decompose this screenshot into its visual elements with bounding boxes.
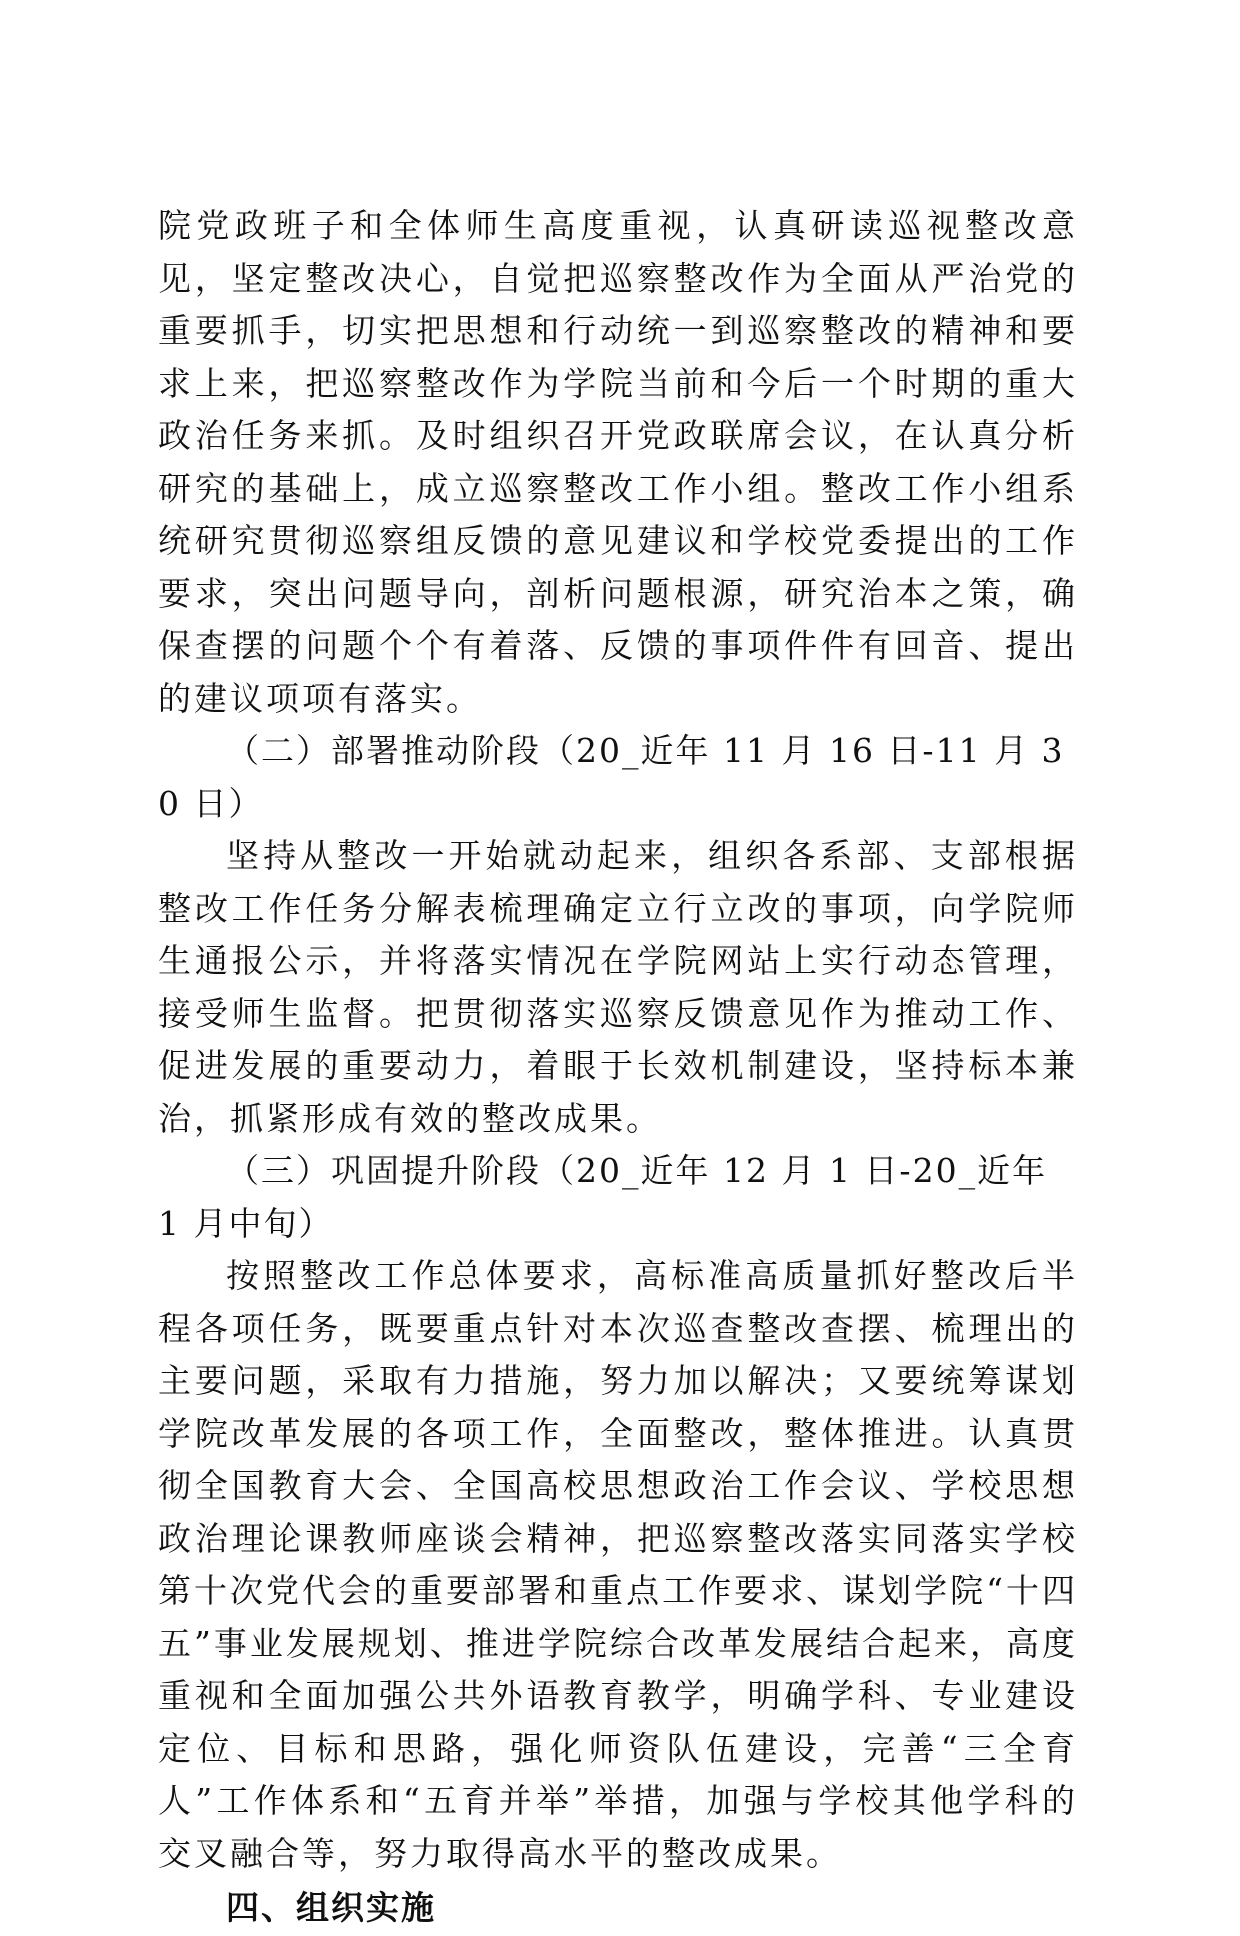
document-body [158, 200, 1078, 1936]
subheading-consolidation-stage: （三）巩固提升阶段（20_近年 12 月 1 日-20_近年 1 月中旬） [158, 1151, 1048, 1243]
subheading-deployment-stage: （二）部署推动阶段（20_近年 11 月 16 日-11 月 30 日） [158, 731, 1065, 823]
paragraph-deployment-stage: 坚持从整改一开始就动起来，组织各系部、支部根据整改工作任务分解表梳理确定立行立改的事项，向学院师生通报公示，并将落实情况在学院网站上实行动态管理，接受师生监督。把贯彻落实巡察反馈意见作为推动工作、促进发展的重要动力，着眼于长效机制建设，坚持标本兼治，抓紧形成有效的整改成果。 [158, 836, 1078, 1138]
paragraph-leadership-attention: 院党政班子和全体师生高度重视，认真研读巡视整改意见，坚定整改决心，自觉把巡察整改作为全面从严治党的重要抓手，切实把思想和行动统一到巡察整改的精神和要求上来，把巡察整改作为学院当前和今后一个时期的重大政治任务来抓。及时组织召开党政联席会议，在认真分析研究的基础上，成立巡察整改工作小组。整改工作小组系统研究贯彻巡察组反馈的意见建议和学校党委提出的工作要求，突出问题导向，剖析问题根源，研究治本之策，确保查摆的问题个个有着落、反馈的事项件件有回音、提出的建议项项有落实。 [158, 206, 1078, 718]
section-heading-organization: 四、组织实施 [226, 1888, 436, 1927]
paragraph-consolidation-stage: 按照整改工作总体要求，高标准高质量抓好整改后半程各项任务，既要重点针对本次巡查整改查摆、梳理出的主要问题，采取有力措施，努力加以解决；又要统筹谋划学院改革发展的各项工作，全面整改，整体推进。认真贯彻全国教育大会、全国高校思想政治工作会议、学校思想政治理论课教师座谈会精神，把巡察整改落实同落实学校第十次党代会的重要部署和重点工作要求、谋划学院“十四五”事业发展规划、推进学院综合改革发展结合起来，高度重视和全面加强公共外语教育教学，明确学科、专业建设定位、目标和思路，强化师资队伍建设，完善“三全育人”工作体系和“五育并举”举措，加强与学校其他学科的交叉融合等，努力取得高水平的整改成果。 [158, 1256, 1078, 1873]
